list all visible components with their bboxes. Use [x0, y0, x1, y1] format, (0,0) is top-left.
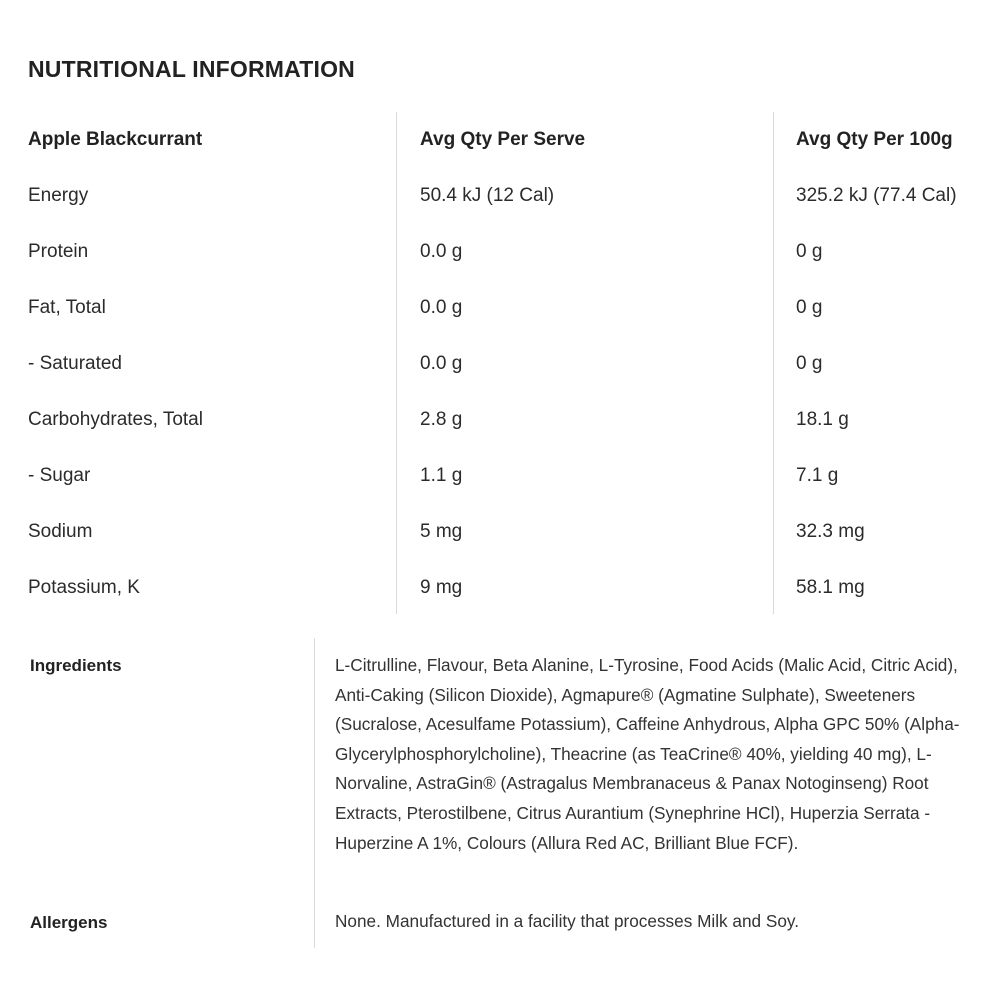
page-title: NUTRITIONAL INFORMATION: [28, 56, 355, 82]
per-serve-value: 5 mg: [420, 521, 463, 542]
ingredients-text: L-Citrulline, Flavour, Beta Alanine, L-Tyrosine, Food Acids (Malic Acid, Citric Acid), Anti-Caking (Silicon Dioxide), Agmapure® (Agmatine Sulphate), Sweeteners (Sucralose, Acesulfame Potassium), Caffeine Anhydrous, Alpha GPC 50% (Alpha-Glycerylphosphorylcholine), Theacrine (as TeaCrine® 40%, yielding 40 mg), L-Norvaline, AstraGin® (Astragalus Membranaceus & Panax Notoginseng) Root Extracts, Pterostilbene, Citrus Aurantium (Synephrine HCl), Huperzia Serrata - Huperzine A 1%, Colours (Allura Red AC, Brilliant Blue FCF).: [335, 655, 960, 853]
nutrient-name: - Saturated: [28, 353, 122, 374]
table-row: [0, 504, 1000, 560]
table-row: [0, 560, 1000, 616]
table-row: [0, 392, 1000, 448]
per-100g-value: 325.2 kJ (77.4 Cal): [796, 185, 957, 206]
nutrient-name: - Sugar: [28, 465, 91, 486]
column-header-per-serve: Avg Qty Per Serve: [420, 129, 586, 150]
per-serve-value: 0.0 g: [420, 353, 463, 374]
table-row: [0, 280, 1000, 336]
nutrient-name: Carbohydrates, Total: [28, 409, 203, 430]
per-serve-value: 50.4 kJ (12 Cal): [420, 185, 555, 206]
table-row: [0, 448, 1000, 504]
per-100g-value: 58.1 mg: [796, 577, 865, 598]
nutrient-name: Sodium: [28, 521, 93, 542]
per-100g-value: 0 g: [796, 297, 823, 318]
per-serve-value: 1.1 g: [420, 465, 463, 486]
table-row: [0, 336, 1000, 392]
table-row: [0, 168, 1000, 224]
per-serve-value: 9 mg: [420, 577, 463, 598]
per-100g-value: 0 g: [796, 353, 823, 374]
ingredients-label: Ingredients: [30, 656, 122, 675]
per-serve-value: 0.0 g: [420, 241, 463, 262]
table-header-row: [0, 112, 1000, 168]
nutrient-name: Potassium, K: [28, 577, 140, 598]
per-100g-value: 7.1 g: [796, 465, 839, 486]
per-serve-value: 2.8 g: [420, 409, 463, 430]
nutrient-name: Fat, Total: [28, 297, 106, 318]
column-header-per-100g: Avg Qty Per 100g: [796, 129, 953, 150]
details-column-divider: [314, 638, 315, 948]
per-100g-value: 0 g: [796, 241, 823, 262]
per-100g-value: 32.3 mg: [796, 521, 865, 542]
nutrient-name: Energy: [28, 185, 89, 206]
table-row: [0, 224, 1000, 280]
nutrient-name: Protein: [28, 241, 89, 262]
per-serve-value: 0.0 g: [420, 297, 463, 318]
column-header-product: Apple Blackcurrant: [28, 129, 203, 150]
per-100g-value: 18.1 g: [796, 409, 849, 430]
allergens-label: Allergens: [30, 913, 108, 932]
allergens-text: None. Manufactured in a facility that processes Milk and Soy.: [335, 911, 799, 931]
